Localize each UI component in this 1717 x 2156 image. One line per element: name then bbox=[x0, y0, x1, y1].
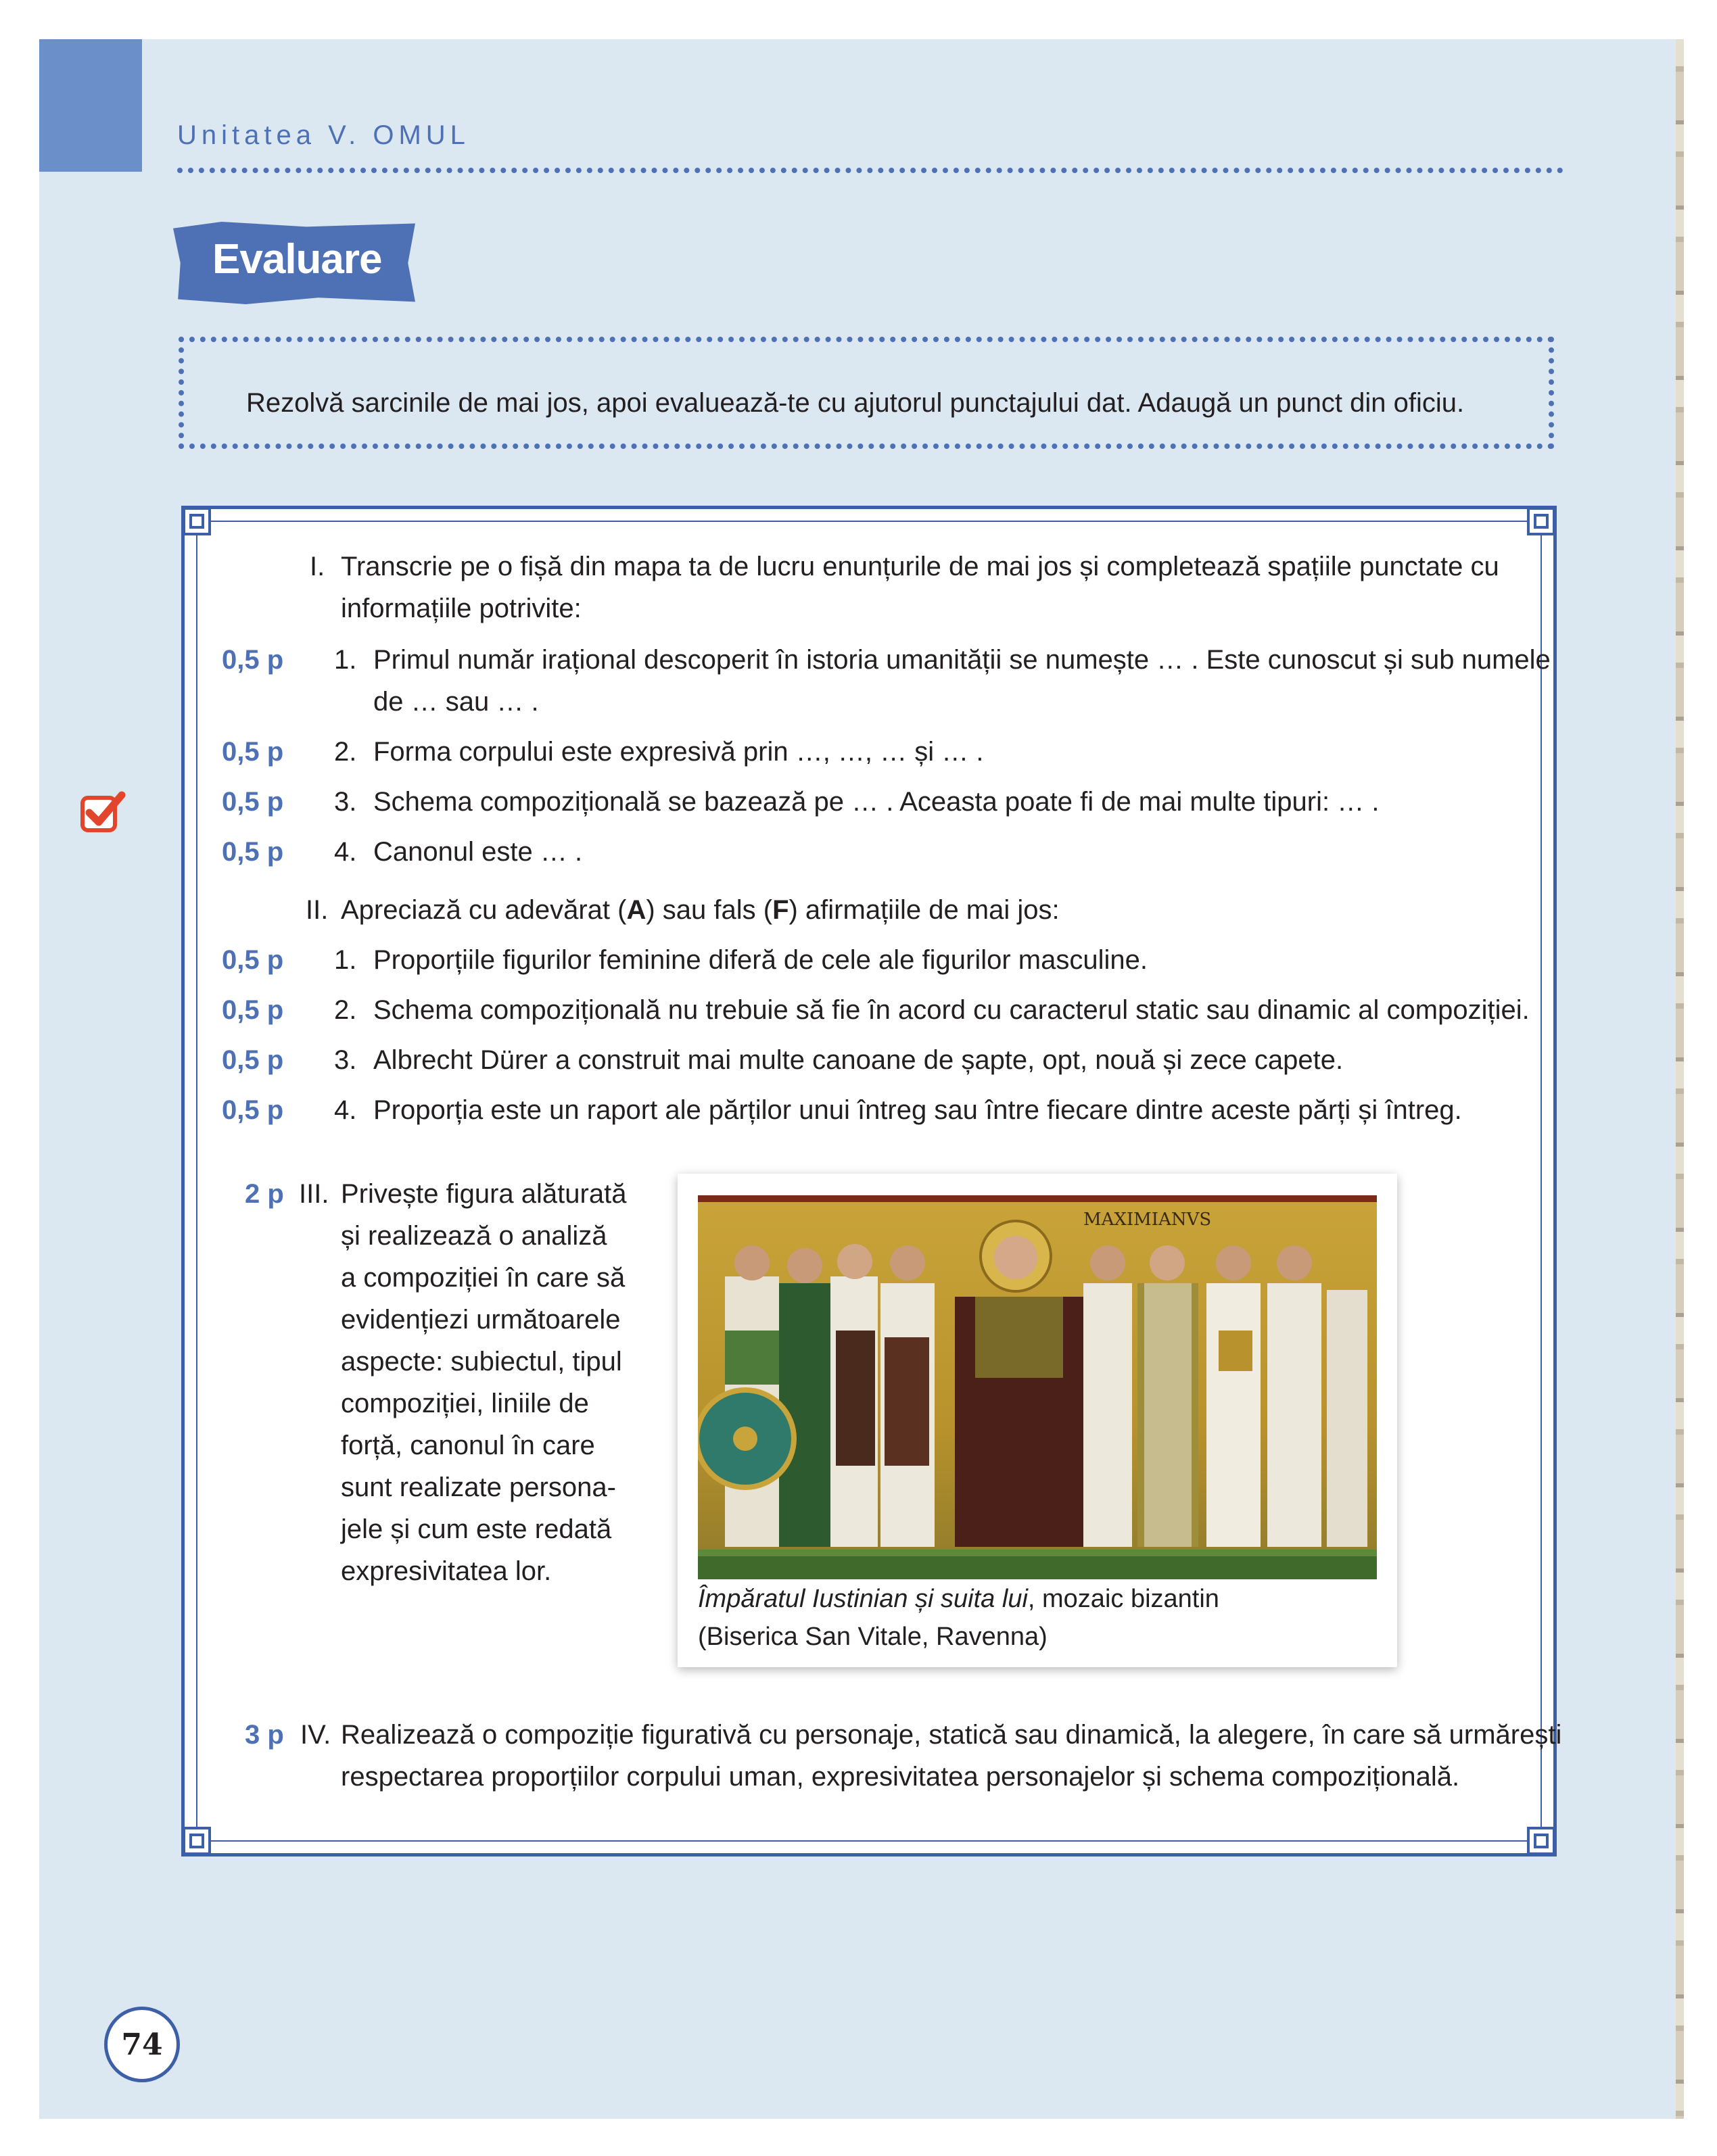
frame-corner-ornament bbox=[1526, 506, 1557, 537]
section-III-text-line: evidențiezi următoarele bbox=[341, 1305, 621, 1335]
header-dotted-rule bbox=[177, 168, 1563, 173]
item-number: 4. bbox=[334, 1095, 357, 1125]
section-IV-text-line: respectarea proporțiilor corpului uman, expresivitatea personajelor și schema compozițională. bbox=[341, 1762, 1460, 1792]
section-III-text-line: și realizează o analiză bbox=[341, 1221, 607, 1251]
points-label: 0,5 p bbox=[222, 837, 284, 867]
item-number: 3. bbox=[334, 1045, 357, 1075]
mosaic-image bbox=[698, 1195, 1377, 1579]
section-numeral-III: III. bbox=[299, 1179, 329, 1209]
item-number: 2. bbox=[334, 995, 357, 1025]
page-edge-strip bbox=[1676, 39, 1684, 2119]
section-III-text-line: jele și cum este redată bbox=[341, 1514, 612, 1544]
points-label: 0,5 p bbox=[222, 945, 284, 975]
item-text: Albrecht Dürer a construit mai multe canoane de șapte, opt, nouă și zece capete. bbox=[373, 1045, 1344, 1075]
item-text: Forma corpului este expresivă prin …, …, … și … . bbox=[373, 737, 984, 767]
figure-caption-line-2: (Biserica San Vitale, Ravenna) bbox=[698, 1623, 1048, 1651]
item-text: Schema compozițională nu trebuie să fie în acord cu caracterul static sau dinamic al compoziției. bbox=[373, 995, 1530, 1025]
svg-text:MAXIMIANVS: MAXIMIANVS bbox=[1083, 1209, 1212, 1230]
section-III-text-line: expresivitatea lor. bbox=[341, 1556, 552, 1586]
section-numeral-II: II. bbox=[306, 895, 329, 925]
item-text: Schema compozițională se bazează pe … . Aceasta poate fi de mai multe tipuri: … . bbox=[373, 787, 1380, 817]
section-II-intro: Apreciază cu adevărat (A) sau fals (F) afirmațiile de mai jos: bbox=[341, 895, 1060, 925]
section-I-text-line: Transcrie pe o fișă din mapa ta de lucru enunțurile de mai jos și completează spațiile punctate cu bbox=[341, 552, 1499, 581]
item-text: Proporția este un raport ale părților unui întreg sau între fiecare dintre aceste părți și întreg. bbox=[373, 1095, 1462, 1125]
item-text: Canonul este … . bbox=[373, 837, 583, 867]
points-label: 0,5 p bbox=[222, 787, 284, 817]
section-numeral-IV: IV. bbox=[300, 1720, 331, 1750]
points-label: 0,5 p bbox=[222, 1095, 284, 1125]
item-text: de … sau … . bbox=[373, 687, 539, 717]
section-III-text-line: aspecte: subiectul, tipul bbox=[341, 1347, 622, 1376]
corner-tab bbox=[39, 39, 142, 172]
points-label: 2 p bbox=[245, 1179, 284, 1209]
points-label: 0,5 p bbox=[222, 995, 284, 1025]
item-number: 4. bbox=[334, 837, 357, 867]
section-III-text-line: a compoziției în care să bbox=[341, 1263, 626, 1293]
section-III-text-line: forță, canonul în care bbox=[341, 1431, 595, 1460]
page-number: 74 bbox=[104, 2007, 180, 2082]
figure-caption-line-1: Împăratul Iustinian și suita lui, mozaic bizantin bbox=[698, 1585, 1219, 1613]
points-label: 0,5 p bbox=[222, 737, 284, 767]
item-text: Proporțiile figurilor feminine diferă de cele ale figurilor masculine. bbox=[373, 945, 1148, 975]
points-label: 3 p bbox=[245, 1720, 284, 1750]
section-IV-text-line: Realizează o compoziție figurativă cu personaje, statică sau dinamică, la alegere, în care să urmărești bbox=[341, 1720, 1562, 1750]
item-text: Primul număr irațional descoperit în istoria umanității se numește … . Este cunoscut și sub numele bbox=[373, 645, 1551, 675]
frame-corner-ornament bbox=[181, 506, 212, 537]
section-III-text-line: compoziției, liniile de bbox=[341, 1389, 589, 1418]
points-label: 0,5 p bbox=[222, 1045, 284, 1075]
checkbox-check-icon bbox=[78, 790, 127, 838]
section-III-text-line: Privește figura alăturată bbox=[341, 1179, 627, 1209]
section-I-text-line: informațiile potrivite: bbox=[341, 594, 582, 623]
unit-title: Unitatea V. OMUL bbox=[177, 120, 470, 150]
item-number: 1. bbox=[334, 945, 357, 975]
item-number: 1. bbox=[334, 645, 357, 675]
section-III-text-line: sunt realizate persona- bbox=[341, 1472, 616, 1502]
frame-corner-ornament bbox=[1526, 1825, 1557, 1856]
points-label: 0,5 p bbox=[222, 645, 284, 675]
instruction-text: Rezolvă sarcinile de mai jos, apoi evaluează-te cu ajutorul punctajului dat. Adaugă un punct din oficiu. bbox=[246, 388, 1465, 418]
item-number: 3. bbox=[334, 787, 357, 817]
item-number: 2. bbox=[334, 737, 357, 767]
section-numeral-I: I. bbox=[310, 552, 325, 581]
section-title: Evaluare bbox=[212, 236, 382, 283]
frame-corner-ornament bbox=[181, 1825, 212, 1856]
